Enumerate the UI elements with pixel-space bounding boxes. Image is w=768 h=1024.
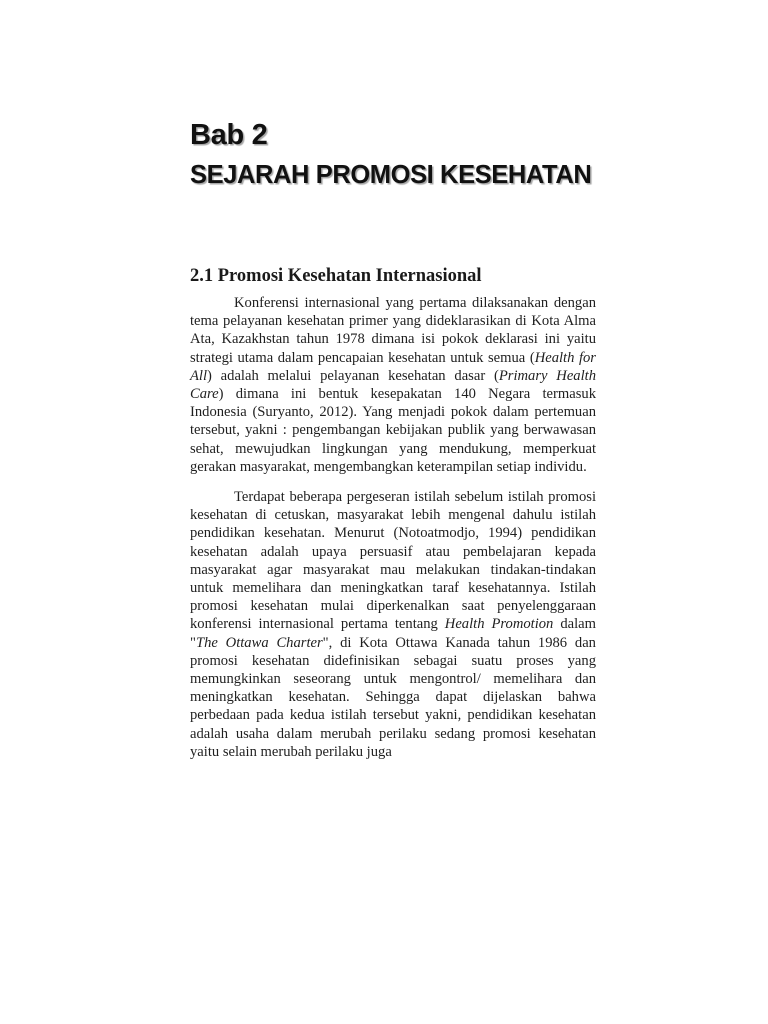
paragraph-2-italic-a: Health Promotion [444,616,554,633]
chapter-header [190,118,610,192]
paragraph-1-text-a: Konferensi internasional yang pertama dilaksanakan dengan tema pelayanan kesehatan primer yang dideklarasikan di Kota Alma Ata, Kazakhstan tahun 1978 dimana isi pokok deklarasi ini yaitu strategi utama dalam pencapaian kesehatan untuk semua ( [190,295,596,366]
paragraph-1-text-b: ) adalah melalui pelayanan kesehatan dasar ( [207,367,499,384]
paragraph-1-text-c: ) dimana ini bentuk kesepakatan 140 Negara termasuk Indonesia (Suryanto, 2012). Yang menjadi pokok dalam pertemuan tersebut, yakni : pengembangan kebijakan publik yang berwawasan sehat, mewujudkan lingkungan yang mendukung, memperkuat gerakan masyarakat, mengembangkan keterampilan setiap individu. [190,386,596,475]
chapter-number: Bab 2 [190,119,268,151]
paragraph-1 [190,294,596,476]
paragraph-2-text-a: Terdapat beberapa pergeseran istilah sebelum istilah promosi kesehatan di cetuskan, masyarakat lebih mengenal dahulu istilah pendidikan kesehatan. Menurut (Notoatmodjo, 1994) pendidikan kesehatan adalah upaya persuasif atau pembelajaran kepada masyarakat agar masyarakat mau melakukan tindakan-tindakan untuk memelihara dan meningkatkan taraf kesehatannya. Istilah promosi kesehatan mulai diperkenalkan saat penyelenggaraan konferensi internasional pertama tentang [190,489,596,633]
paragraph-2-text-c: ", di Kota Ottawa Kanada tahun 1986 dan promosi kesehatan didefinisikan sebagai suatu proses yang memungkinkan seseorang untuk mengontrol/ memelihara dan meningkatkan kesehatan. Sehingga dapat dijelaskan bahwa perbedaan pada kedua istilah tersebut yakni, pendidikan kesehatan adalah usaha dalam merubah perilaku sedang promosi kesehatan yaitu selain merubah perilaku juga [190,634,596,760]
section-heading: 2.1 Promosi Kesehatan Internasional [190,266,482,286]
paragraph-1-italic-b: Primary Health Care [190,367,596,403]
paragraph-2-italic-b: The Ottawa Charter [195,634,323,651]
paragraph-2 [190,488,596,761]
chapter-title: SEJARAH PROMOSI KESEHATAN [190,161,592,189]
paragraph-2-text-b: dalam " [190,616,596,651]
body-text [190,294,596,761]
paragraph-1-italic-a: Health for All [190,349,596,384]
